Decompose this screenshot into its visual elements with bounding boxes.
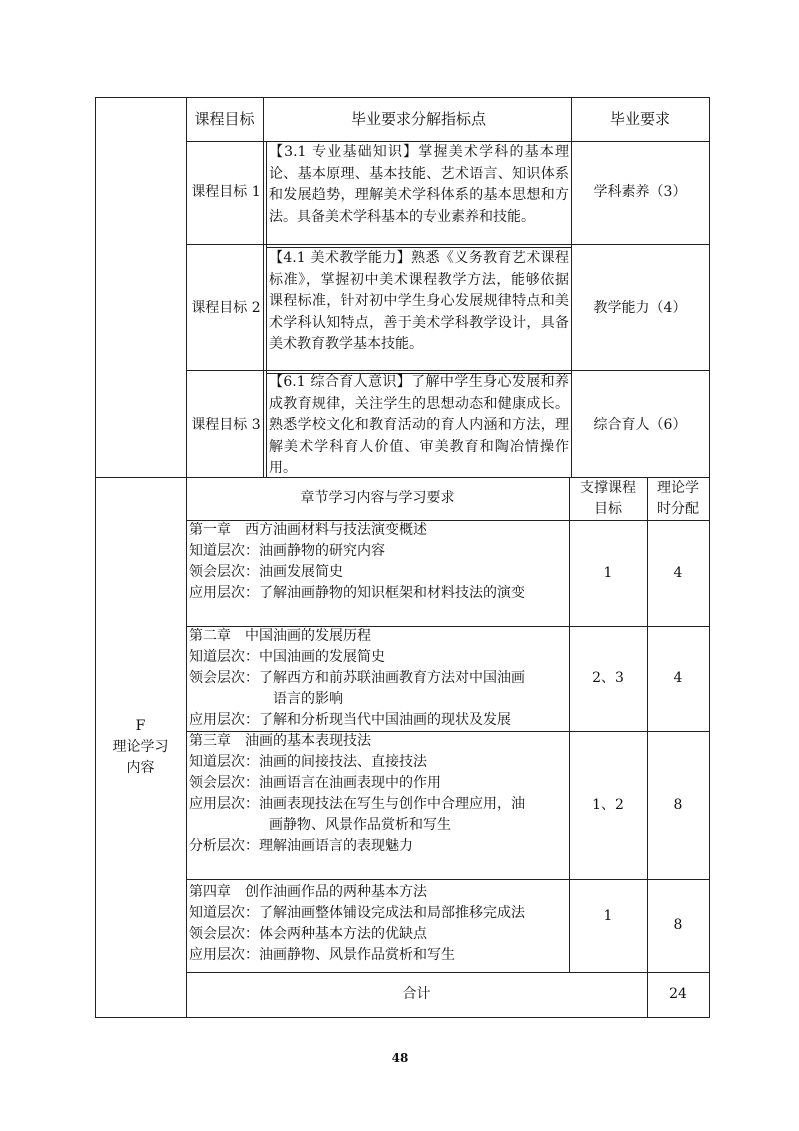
header-support-goal: 支撑课程 目标	[580, 479, 636, 517]
total-hours: 24	[669, 986, 687, 1002]
total-label: 合计	[402, 986, 431, 1002]
chapter-4-hours: 8	[673, 917, 683, 933]
goal-2-indicator: 【4.1 美术教学能力】熟悉《义务教育艺术课程标准》，掌握初中美术课程教学方法，能够依据课程标准，针对初中学生身心发展规律特点和美术学科认知特点，善于美术学科教学设计，具备美术教育教学基本技能。	[269, 250, 569, 352]
goal-3-indicator: 【6.1 综合育人意识】了解中学生身心发展和养成教育规律，关注学生的思想动态和健康成长。熟悉学校文化和教育活动的育人内涵和方法，理解美术学科育人价值、审美教育和陶冶情操作用。	[269, 374, 569, 476]
goal-2-label: 课程目标 2	[191, 300, 261, 316]
chapter-1-content: 第一章 西方油画材料与技法演变概述 知道层次：油画静物的研究内容 领会层次：油画发展简史 应用层次：了解油画静物的知识框架和材料技法的演变	[189, 522, 525, 601]
chapter-2-support: 2、3	[592, 670, 624, 686]
chapter-2-hours: 4	[673, 670, 683, 686]
section-f-title-line1: 理论学习	[112, 738, 169, 755]
chapter-1-title: 第一章 西方油画材料与技法演变概述	[189, 522, 427, 538]
header-chapter-content: 章节学习内容与学习要求	[300, 490, 455, 506]
chapter-1-hours: 4	[673, 564, 683, 581]
section-f-title-line2: 内容	[126, 759, 155, 776]
page-number: 48	[391, 1050, 409, 1065]
chapter-3-support: 1、2	[592, 796, 624, 813]
chapter-4-title: 第四章 创作油画作品的两种基本方法	[189, 884, 427, 900]
chapter-4-support: 1	[603, 907, 613, 924]
chapter-4-content: 第四章 创作油画作品的两种基本方法 知道层次：了解油画整体铺设完成法和局部推移完成法 领会层次：体会两种基本方法的优缺点 应用层次：油画静物、风景作品赏析和写生	[189, 884, 525, 963]
header-course-goal: 课程目标	[194, 109, 255, 128]
goal-1-requirement: 学科素养（3）	[593, 184, 687, 200]
chapter-2-title: 第二章 中国油画的发展历程	[189, 628, 371, 644]
section-f-letter: F	[135, 717, 146, 734]
chapter-1-support: 1	[603, 564, 613, 581]
goal-1-indicator: 【3.1 专业基础知识】掌握美术学科的基本理论、基本原理、基本技能、艺术语言、知识体系和发展趋势，理解美术学科体系的基本思想和方法。具备美术学科基本的专业素养和技能。	[269, 144, 569, 225]
header-indicator: 毕业要求分解指标点	[350, 109, 486, 128]
goal-1-label: 课程目标 1	[191, 184, 261, 200]
chapter-2-content: 第二章 中国油画的发展历程 知道层次：中国油画的发展简史 领会层次：了解西方和前苏联油画教育方法对中国油画 语言的影响 应用层次：了解和分析现当代中国油画的现状及发展	[189, 628, 525, 728]
goal-3-requirement: 综合育人（6）	[593, 416, 687, 433]
header-theory-hours: 理论学 时分配	[657, 479, 699, 517]
chapter-3-hours: 8	[673, 796, 683, 813]
header-requirement: 毕业要求	[609, 109, 670, 128]
goal-2-requirement: 教学能力（4）	[593, 300, 687, 316]
chapter-3-content: 第三章 油画的基本表现技法 知道层次：油画的间接技法、直接技法 领会层次：油画语言在油画表现中的作用 应用层次：油画表现技法在写生与创作中合理应用，油 画静物、风景作品赏析和写生 分析层次：理解油画语言的表现魅力	[189, 733, 525, 854]
section-f-label	[95, 477, 186, 1017]
chapter-3-title: 第三章 油画的基本表现技法	[189, 733, 371, 749]
goal-3-label: 课程目标 3	[191, 416, 261, 433]
